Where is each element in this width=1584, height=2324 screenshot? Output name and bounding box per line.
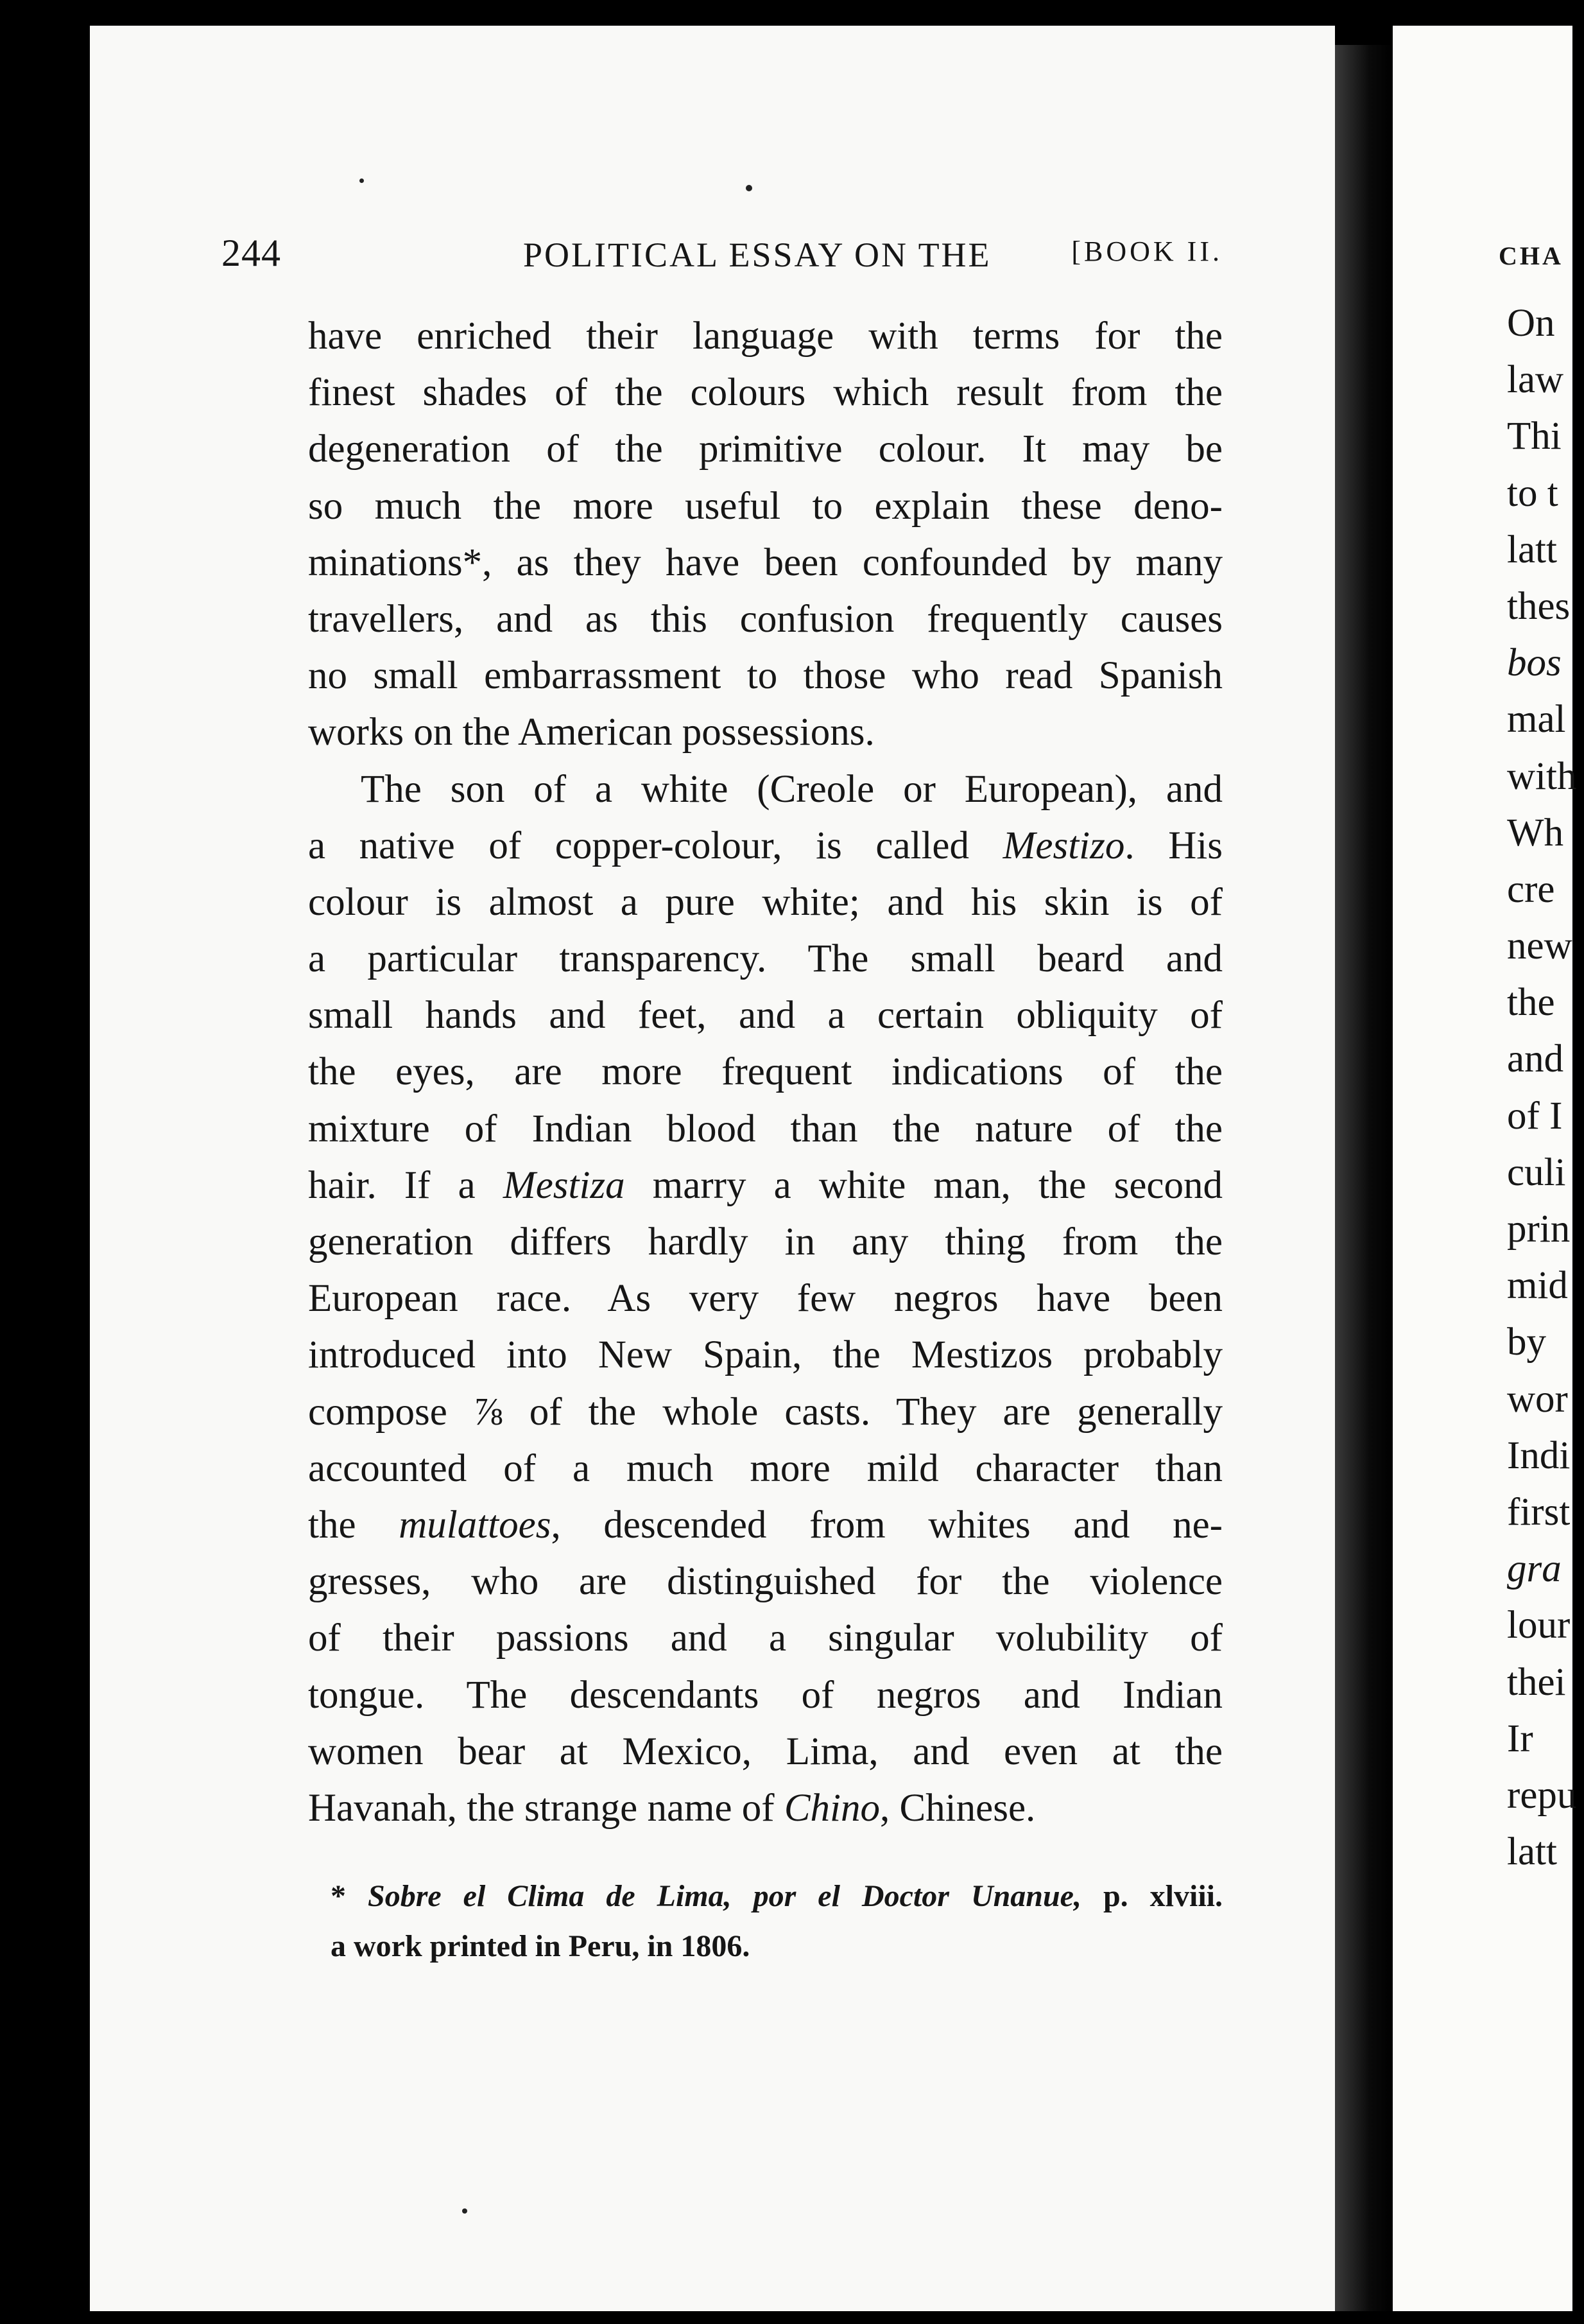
right-page-line: lour bbox=[1507, 1604, 1571, 1647]
text-line bbox=[308, 1270, 1223, 1327]
text-segment: minations*, as they have been confounded by many bbox=[308, 541, 1223, 584]
right-page-line: and bbox=[1507, 1037, 1564, 1081]
text-line bbox=[308, 1724, 1223, 1780]
text-segment: , descended from whites and ne- bbox=[551, 1503, 1223, 1547]
italic-term: Chino bbox=[784, 1786, 880, 1830]
text-line bbox=[308, 1158, 1223, 1214]
book-gutter bbox=[1335, 45, 1393, 2311]
text-segment: hair. If a bbox=[308, 1163, 503, 1207]
right-page-line: Thi bbox=[1507, 415, 1562, 458]
page-number: 244 bbox=[221, 232, 281, 274]
text-line bbox=[308, 648, 1223, 704]
right-page-line: the bbox=[1507, 981, 1555, 1025]
right-page-line: of I bbox=[1507, 1094, 1563, 1138]
right-page-line: by bbox=[1507, 1321, 1546, 1364]
speck bbox=[746, 185, 752, 191]
right-page-line: prin bbox=[1507, 1208, 1571, 1251]
text-segment: tongue. The descendants of negros and Indian bbox=[308, 1673, 1223, 1717]
text-segment: small hands and feet, and a certain obliquity of bbox=[308, 994, 1223, 1037]
footnote-line: a work printed in Peru, in 1806. bbox=[331, 1929, 750, 1963]
text-line bbox=[308, 1780, 1223, 1837]
text-line bbox=[308, 1214, 1223, 1270]
right-page-header: CHA bbox=[1499, 241, 1563, 270]
text-segment: compose ⅞ of the whole casts. They are generally bbox=[308, 1390, 1223, 1434]
right-page-line: Wh bbox=[1507, 811, 1564, 854]
right-page-line: Indi bbox=[1507, 1434, 1571, 1477]
right-page-text bbox=[1507, 295, 1584, 1880]
right-page-line: culi bbox=[1507, 1150, 1566, 1194]
text-line bbox=[308, 1384, 1223, 1441]
text-segment: generation differs hardly in any thing from the bbox=[308, 1220, 1223, 1263]
footnote-line: * Sobre el Clima de Lima, por el Doctor Unanue, p. xlviii. bbox=[331, 1879, 1223, 1913]
text-line bbox=[308, 308, 1223, 365]
right-page-line: bos bbox=[1507, 641, 1562, 685]
text-segment: no small embarrassment to those who read Spanish bbox=[308, 654, 1223, 698]
text-line bbox=[308, 1044, 1223, 1100]
right-page-line: mal bbox=[1507, 698, 1566, 741]
text-line bbox=[308, 1497, 1223, 1554]
text-line bbox=[308, 1441, 1223, 1497]
text-segment: European race. As very few negros have been bbox=[308, 1277, 1223, 1321]
text-segment: the bbox=[308, 1503, 399, 1547]
text-line bbox=[308, 1554, 1223, 1610]
text-segment: , Chinese. bbox=[880, 1786, 1036, 1830]
text-segment: Havanah, the strange name of bbox=[308, 1786, 784, 1830]
running-title: POLITICAL ESSAY ON THE bbox=[523, 236, 992, 274]
right-page-line: wor bbox=[1507, 1377, 1568, 1421]
right-page-line: thes bbox=[1507, 584, 1571, 628]
text-segment: a particular transparency. The small beard and bbox=[308, 937, 1223, 981]
text-segment: introduced into New Spain, the Mestizos probably bbox=[308, 1333, 1223, 1377]
text-line bbox=[308, 818, 1223, 874]
text-segment: accounted of a much more mild character than bbox=[308, 1446, 1223, 1490]
text-line bbox=[308, 761, 1223, 818]
speck bbox=[462, 2208, 467, 2214]
text-segment: women bear at Mexico, Lima, and even at the bbox=[308, 1730, 1223, 1773]
footnote bbox=[331, 1871, 1223, 1972]
text-line bbox=[308, 591, 1223, 648]
right-page-line: mid bbox=[1507, 1264, 1568, 1308]
text-segment: gresses, who are distinguished for the violence bbox=[308, 1560, 1223, 1604]
text-segment: finest shades of the colours which result from the bbox=[308, 371, 1223, 415]
text-segment: . His bbox=[1124, 824, 1223, 867]
text-line bbox=[308, 365, 1223, 421]
right-page-line: first bbox=[1507, 1490, 1571, 1534]
text-line bbox=[308, 421, 1223, 478]
right-page-line: to t bbox=[1507, 471, 1558, 515]
right-page-line: thei bbox=[1507, 1660, 1566, 1704]
text-line bbox=[308, 931, 1223, 987]
book-label: [BOOK II. bbox=[1071, 236, 1223, 267]
text-segment: mixture of Indian blood than the nature of the bbox=[308, 1107, 1223, 1150]
footnote-title: Sobre el Clima de Lima, por el Doctor Unanue, bbox=[368, 1879, 1081, 1913]
text-segment: so much the more useful to explain these deno- bbox=[308, 484, 1223, 528]
right-page-line: new bbox=[1507, 924, 1572, 968]
text-segment: the eyes, are more frequent indications of the bbox=[308, 1050, 1223, 1094]
right-page-line: with bbox=[1507, 754, 1577, 798]
text-line bbox=[308, 704, 1223, 761]
text-segment: of their passions and a singular volubility of bbox=[308, 1617, 1223, 1660]
text-line bbox=[308, 1327, 1223, 1383]
text-line bbox=[308, 478, 1223, 535]
text-segment: travellers, and as this confusion frequently causes bbox=[308, 597, 1223, 641]
text-segment: degeneration of the primitive colour. It may be bbox=[308, 428, 1223, 471]
text-line bbox=[308, 874, 1223, 931]
speck bbox=[359, 178, 364, 183]
body-text bbox=[308, 308, 1223, 1837]
text-segment: have enriched their language with terms for the bbox=[308, 315, 1223, 358]
text-segment: The son of a white (Creole or European), and bbox=[361, 767, 1223, 811]
right-page-line: On bbox=[1507, 302, 1555, 345]
text-segment: marry a white man, the second bbox=[624, 1163, 1223, 1207]
text-line bbox=[308, 1101, 1223, 1158]
text-segment: colour is almost a pure white; and his skin is of bbox=[308, 880, 1223, 924]
text-line bbox=[308, 535, 1223, 591]
right-page-line: cre bbox=[1507, 867, 1555, 911]
right-page-line: repu bbox=[1507, 1773, 1577, 1817]
right-page-line: latt bbox=[1507, 528, 1557, 571]
right-page-line: law bbox=[1507, 358, 1564, 402]
text-segment: works on the American possessions. bbox=[308, 711, 875, 754]
right-page-line: gra bbox=[1507, 1547, 1562, 1591]
text-line bbox=[308, 1610, 1223, 1667]
right-page-line: latt bbox=[1507, 1830, 1557, 1874]
italic-term: Mestiza bbox=[503, 1163, 625, 1207]
text-line bbox=[308, 987, 1223, 1044]
right-page-line: Ir bbox=[1507, 1717, 1533, 1760]
text-segment: a native of copper-colour, is called bbox=[308, 824, 1003, 867]
running-header bbox=[221, 231, 1223, 282]
italic-term: Mestizo bbox=[1003, 824, 1125, 867]
italic-term: mulattoes bbox=[399, 1503, 551, 1547]
text-line bbox=[308, 1667, 1223, 1724]
